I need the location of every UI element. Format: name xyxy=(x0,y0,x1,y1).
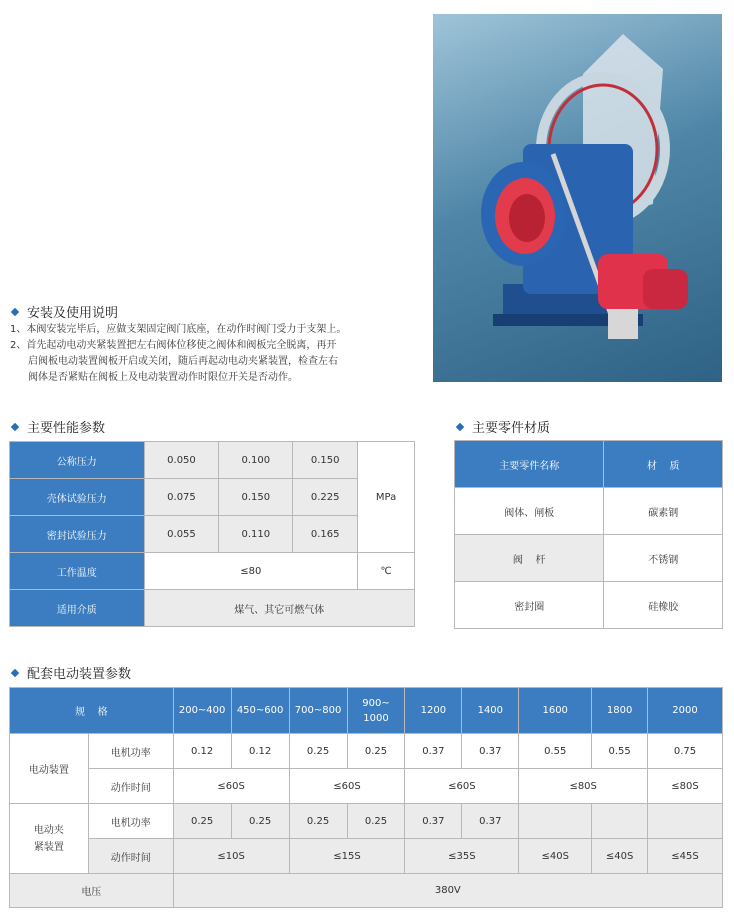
diamond-bullet-icon xyxy=(11,668,19,676)
performance-table xyxy=(9,441,415,627)
perf-cell: 0.110 xyxy=(219,516,293,553)
g2-power-cell: 0.37 xyxy=(462,804,519,839)
install-instructions xyxy=(10,322,430,386)
instruction-line: 阀体是否紧贴在阀板上及电动装置动作时限位开关是否动作。 xyxy=(28,372,298,383)
g2-power-cell xyxy=(519,804,592,839)
spec-label: 规 格 xyxy=(10,688,174,734)
install-section-title: 安装及使用说明 xyxy=(10,302,118,321)
g2-power-cell xyxy=(592,804,648,839)
size-header: 1200 xyxy=(405,688,462,734)
instruction-line: 2、首先起动电动夹紧装置把左右阀体位移使之阀体和阀板完全脱离，再开 xyxy=(10,340,337,351)
part-name: 阀 杆 xyxy=(455,535,604,582)
motor-table xyxy=(9,687,723,908)
perf-section-title: 主要性能参数 xyxy=(10,417,105,436)
g2-power-cell: 0.25 xyxy=(289,804,347,839)
g2-time-cell: ≤40S xyxy=(592,839,648,874)
size-header: 900~ 1000 xyxy=(347,688,405,734)
size-header: 450~600 xyxy=(231,688,289,734)
perf-cell: 0.150 xyxy=(293,442,358,479)
perf-cell: 0.150 xyxy=(219,479,293,516)
time-label: 动作时间 xyxy=(88,769,173,804)
medium-value: 煤气、其它可燃气体 xyxy=(144,590,414,627)
group-electric-device: 电动装置 xyxy=(10,734,89,804)
voltage-value: 380V xyxy=(173,874,722,908)
g1-time-cell: ≤80S xyxy=(519,769,648,804)
g1-power-cell: 0.25 xyxy=(347,734,405,769)
size-header: 700~800 xyxy=(289,688,347,734)
size-header: 2000 xyxy=(648,688,723,734)
perf-cell: 0.100 xyxy=(219,442,293,479)
voltage-label: 电压 xyxy=(10,874,174,908)
part-name: 阀体、闸板 xyxy=(455,488,604,535)
g2-time-cell: ≤45S xyxy=(648,839,723,874)
g1-power-cell: 0.37 xyxy=(462,734,519,769)
perf-cell: 0.075 xyxy=(144,479,219,516)
part-material: 碳素钢 xyxy=(604,488,723,535)
instruction-line: 启阀板电动装置阀板开启或关闭，随后再起动电动夹紧装置，检查左右 xyxy=(28,356,338,367)
parts-header-material: 材 质 xyxy=(604,441,723,488)
size-header: 1600 xyxy=(519,688,592,734)
g2-time-cell: ≤35S xyxy=(405,839,519,874)
g2-power-cell: 0.25 xyxy=(347,804,405,839)
valve-product-photo xyxy=(433,14,722,382)
g1-time-cell: ≤80S xyxy=(648,769,723,804)
perf-cell: 0.050 xyxy=(144,442,219,479)
perf-row-label: 密封试验压力 xyxy=(10,516,145,553)
perf-cell: 0.055 xyxy=(144,516,219,553)
perf-row-label: 壳体试验压力 xyxy=(10,479,145,516)
g1-power-cell: 0.12 xyxy=(231,734,289,769)
temp-unit: ℃ xyxy=(358,553,415,590)
diamond-bullet-icon xyxy=(11,307,19,315)
g2-power-cell: 0.25 xyxy=(173,804,231,839)
perf-row-label: 公称压力 xyxy=(10,442,145,479)
temp-label: 工作温度 xyxy=(10,553,145,590)
g2-time-cell: ≤15S xyxy=(289,839,405,874)
g2-power-cell: 0.37 xyxy=(405,804,462,839)
g1-time-cell: ≤60S xyxy=(405,769,519,804)
g1-power-cell: 0.37 xyxy=(405,734,462,769)
perf-cell: 0.225 xyxy=(293,479,358,516)
g1-power-cell: 0.55 xyxy=(519,734,592,769)
g1-power-cell: 0.25 xyxy=(289,734,347,769)
size-header: 200~400 xyxy=(173,688,231,734)
g1-time-cell: ≤60S xyxy=(289,769,405,804)
medium-label: 适用介质 xyxy=(10,590,145,627)
size-header: 1400 xyxy=(462,688,519,734)
group-clamp-device: 电动夹 紧装置 xyxy=(10,804,89,874)
g2-power-cell: 0.25 xyxy=(231,804,289,839)
part-material: 硅橡胶 xyxy=(604,582,723,629)
power-label: 电机功率 xyxy=(88,804,173,839)
parts-table xyxy=(454,440,723,629)
motor-section-title: 配套电动装置参数 xyxy=(10,663,131,682)
g1-power-cell: 0.75 xyxy=(648,734,723,769)
power-label: 电机功率 xyxy=(88,734,173,769)
parts-header-name: 主要零件名称 xyxy=(455,441,604,488)
pressure-unit: MPa xyxy=(358,442,415,553)
part-material: 不锈钢 xyxy=(604,535,723,582)
g1-power-cell: 0.12 xyxy=(173,734,231,769)
parts-section-title: 主要零件材质 xyxy=(455,417,550,436)
part-name: 密封圈 xyxy=(455,582,604,629)
g1-power-cell: 0.55 xyxy=(592,734,648,769)
g1-time-cell: ≤60S xyxy=(173,769,289,804)
diamond-bullet-icon xyxy=(11,422,19,430)
instruction-line: 1、本阀安装完毕后，应做支架固定阀门底座，在动作时阀门受力于支架上。 xyxy=(10,324,347,335)
g2-power-cell xyxy=(648,804,723,839)
size-header: 1800 xyxy=(592,688,648,734)
valve-illustration xyxy=(433,14,722,382)
diamond-bullet-icon xyxy=(456,422,464,430)
g2-time-cell: ≤10S xyxy=(173,839,289,874)
g2-time-cell: ≤40S xyxy=(519,839,592,874)
temp-value: ≤80 xyxy=(144,553,358,590)
time-label: 动作时间 xyxy=(88,839,173,874)
perf-cell: 0.165 xyxy=(293,516,358,553)
